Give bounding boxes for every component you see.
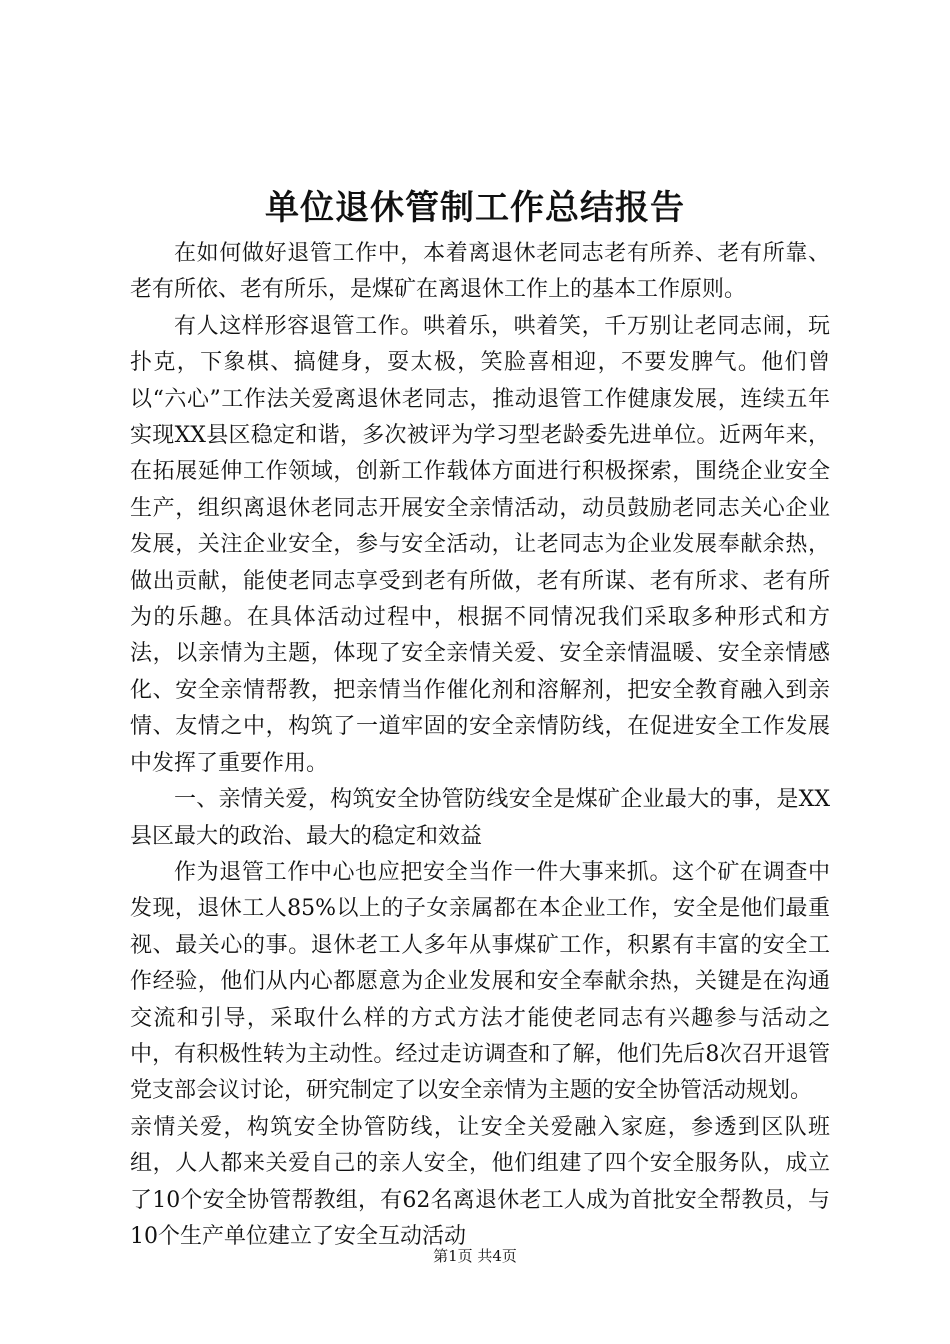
paragraph-4: 亲情关爱，构筑安全协管防线，让安全关爱融入家庭，参透到区队班组，人人都来关爱自己的亲人安全，他们组建了四个安全服务队，成立了10个安全协管帮教组，有62名离退休老工人成为首批安全帮教员，与10个生产单位建立了安全互动活动 <box>130 1114 830 1249</box>
document-title: 单位退休管制工作总结报告 <box>265 188 685 228</box>
section-heading: 一、亲情关爱，构筑安全协管防线安全是煤矿企业最大的事，是XX县区最大的政治、最大的稳定和效益 <box>130 787 830 849</box>
paragraph-3: 作为退管工作中心也应把安全当作一件大事来抓。这个矿在调查中发现，退休工人85%以上的子女亲属都在本企业工作，安全是他们最重视、最关心的事。退休老工人多年从事煤矿工作，积累有丰富的安全工作经验，他们从内心都愿意为企业发展和安全奉献余热，关键是在沟通交流和引导，采取什么样的方式方法才能使老同志有兴趣参与活动之中，有积极性转为主动性。经过走访调查和了解，他们先后8次召开退管党支部会议讨论，研究制定了以安全亲情为主题的安全协管活动规划。 <box>130 859 830 1104</box>
paragraph-2: 有人这样形容退管工作。哄着乐，哄着笑，千万别让老同志闹，玩扑克，下象棋、搞健身，耍太极，笑脸喜相迎，不要发脾气。他们曾以“六心”工作法关爱离退休老同志，推动退管工作健康发展，连续五年实现XX县区稳定和谐，多次被评为学习型老龄委先进单位。近两年来，在拓展延伸工作领域，创新工作载体方面进行积极探索，围绕企业安全生产，组织离退休老同志开展安全亲情活动，动员鼓励老同志关心企业发展，关注企业安全，参与安全活动，让老同志为企业发展奉献余热，做出贡献，能使老同志享受到老有所做，老有所谋、老有所求、老有所为的乐趣。在具体活动过程中，根据不同情况我们采取多种形式和方法，以亲情为主题，体现了安全亲情关爱、安全亲情温暖、安全亲情感化、安全亲情帮教，把亲情当作催化剂和溶解剂，把安全教育融入到亲情、友情之中，构筑了一道牢固的安全亲情防线，在促进安全工作发展中发挥了重要作用。 <box>130 313 830 776</box>
page-number: 第1页 共4页 <box>433 1247 517 1265</box>
paragraph-1: 在如何做好退管工作中，本着离退休老同志老有所养、老有所靠、老有所依、老有所乐，是煤矿在离退休工作上的基本工作原则。 <box>130 241 830 303</box>
document-body <box>130 236 830 1255</box>
